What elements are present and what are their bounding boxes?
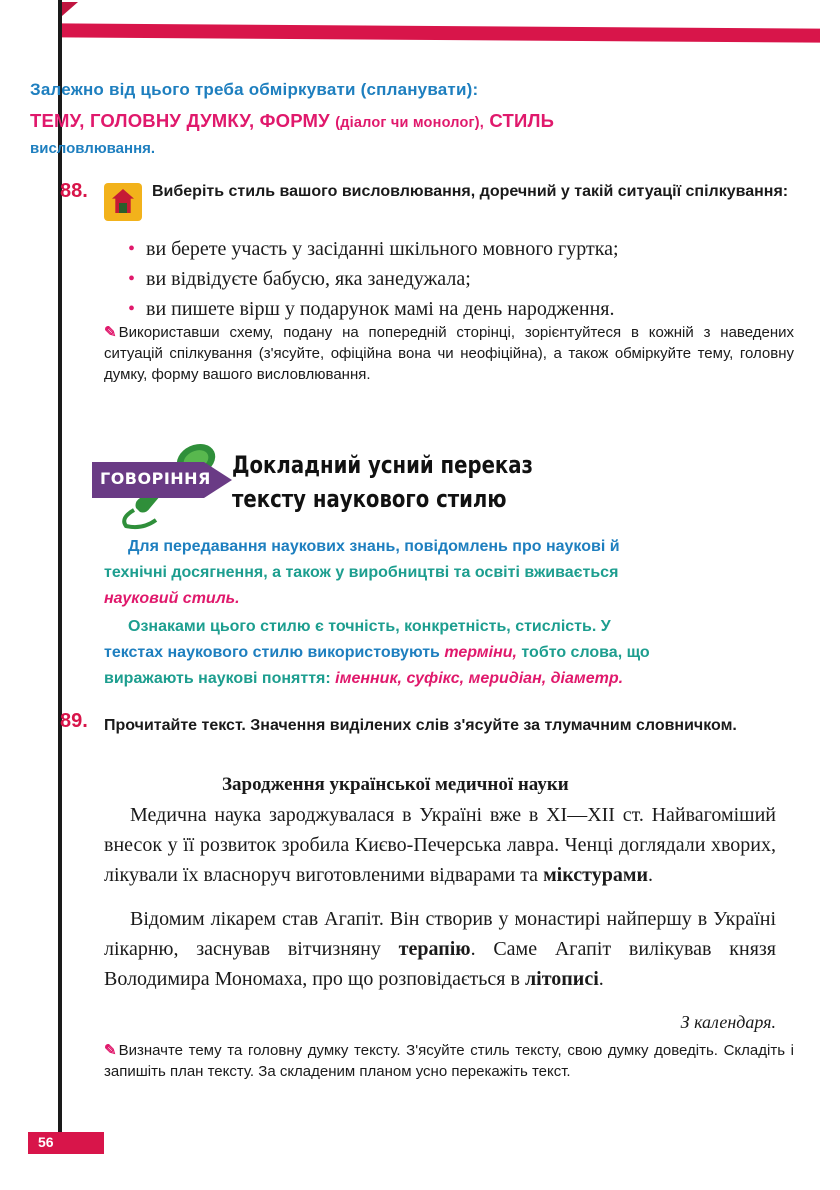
section-title-line-1: Докладний усний переказ <box>232 451 534 479</box>
science-p2-line2 <box>104 640 772 666</box>
reading-paragraph-1 <box>104 800 776 890</box>
pencil-icon: ✎ <box>104 324 117 341</box>
reading-title: Зародження української медичної науки <box>222 774 569 795</box>
exercise-88-hint-text: Використавши схему, подану на попередній сторінці, зорієнтуйтеся в кожній з наведених ситуацій спілкування (з'ясуйте, офіційна вона чи неофіційна), а також обміркуйте тему, головну думку, форму вашого висловлювання. <box>104 324 794 383</box>
exercise-88-number: 88. <box>60 180 88 202</box>
house-icon <box>104 183 142 221</box>
reading-p2-end: . <box>598 968 604 990</box>
exercise-89-number: 89. <box>60 710 88 732</box>
exercise-89-hint-text: Визначте тему та головну думку тексту. З'ясуйте стиль тексту, свою думку доведіть. Складіть і запишіть план тексту. За складеним планом усно перекажіть текст. <box>104 1042 794 1080</box>
science-paragraph-1 <box>104 534 772 612</box>
intro-line-3: висловлювання. <box>30 140 156 157</box>
corner-decoration <box>62 2 78 16</box>
intro-line-2 <box>30 110 690 132</box>
pencil-icon: ✎ <box>104 1042 117 1059</box>
example-term: меридіан, <box>468 670 547 687</box>
list-item: • ви пишете вірш у подарунок мамі на день народження. <box>128 294 788 324</box>
highlighted-word: літописі <box>524 968 599 990</box>
highlighted-word: мікстурами <box>543 864 648 886</box>
exercise-89-hint <box>104 1040 794 1082</box>
science-paragraph-2 <box>104 614 772 692</box>
speaking-label: ГОВОРІННЯ <box>100 469 211 488</box>
exercise-89-task: Прочитайте текст. Значення виділених слів з'ясуйте за тлумачним словничком. <box>104 717 737 734</box>
intro-style-term: СТИЛЬ <box>489 110 555 131</box>
highlighted-word: терапію <box>398 938 471 960</box>
intro-key-terms: ТЕМУ, ГОЛОВНУ ДУМКУ, ФОРМУ <box>30 110 330 131</box>
reading-source: З календаря. <box>680 1012 776 1032</box>
example-term: діаметр. <box>550 670 624 687</box>
top-color-band <box>60 23 820 42</box>
list-item: • ви відвідуєте бабусю, яка занедужала; <box>128 264 788 294</box>
science-p1-line1: Для передавання наукових знань, повідомлень про наукові й <box>128 538 620 555</box>
intro-block <box>30 80 690 157</box>
example-term: суфікс, <box>406 670 465 687</box>
exercise-88-hint <box>104 322 794 385</box>
exercise-88-task: Виберіть стиль вашого висловлювання, доречний у такій ситуації спілкування: <box>152 183 789 200</box>
science-p2-line1: Ознаками цього стилю є точність, конкретність, стислість. У <box>128 618 611 635</box>
house-door <box>119 203 127 213</box>
science-p2-text-3: виражають наукові поняття: <box>104 670 331 687</box>
situation-list <box>128 234 788 324</box>
reading-p1-text: Медична наука зароджувалася в Україні вже в XI—XII ст. Найвагоміший внесок у її розвиток зробила Києво-Печерська лавра. Ченці доглядали хворих, лікували їх власноруч виготовленими відварами та <box>104 804 776 886</box>
science-p2-text: текстах наукового стилю використовують <box>104 644 440 661</box>
reading-p2-text-2: . Саме Агапіт вилікував князя Володимира Мономаха, про що розповідається в <box>104 938 776 990</box>
example-term: іменник, <box>335 670 402 687</box>
list-item: • ви берете участь у засіданні шкільного мовного гуртка; <box>128 234 788 264</box>
science-p2-line3 <box>104 666 772 692</box>
science-p2-text-2: тобто слова, що <box>521 644 650 661</box>
section-title <box>232 448 533 516</box>
page-number: 56 <box>28 1132 104 1154</box>
reading-paragraph-2 <box>104 904 776 994</box>
intro-form-note: (діалог чи монолог), <box>335 115 485 131</box>
intro-line-1: Залежно від цього треба обміркувати (спланувати): <box>30 80 479 99</box>
science-term-terms: терміни, <box>444 644 517 661</box>
science-p1-line2: технічні досягнення, а також у виробництві та освіті вживається <box>104 564 619 581</box>
section-title-line-2: тексту наукового стилю <box>232 485 507 513</box>
reading-p1-end: . <box>647 864 653 886</box>
science-term-style: науковий стиль. <box>104 590 240 607</box>
reading-p2-text: Відомим лікарем став Агапіт. Він створив у монастирі найпершу в Україні лікарню, заснував вітчизняну <box>104 908 776 960</box>
left-margin-rule <box>58 0 62 1140</box>
